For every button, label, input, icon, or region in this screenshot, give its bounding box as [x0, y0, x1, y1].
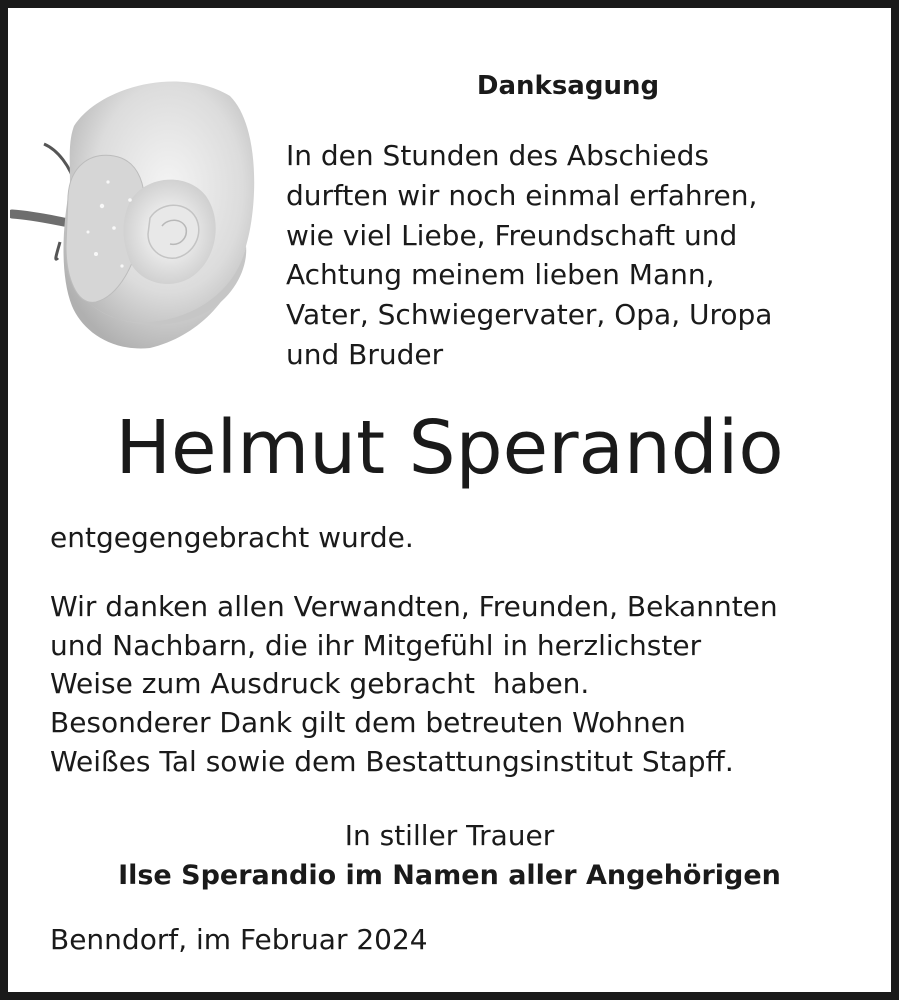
intro-line: wie viel Liebe, Freundschaft und	[286, 218, 738, 252]
thanks-line: Wir danken allen Verwandten, Freunden, Bekannten	[50, 590, 778, 623]
place-date: Benndorf, im Februar 2024	[50, 923, 428, 956]
intro-line: und Bruder	[286, 337, 444, 371]
intro-line: In den Stunden des Abschieds	[286, 139, 709, 172]
thanks-line: und Nachbarn, die ihr Mitgefühl in herzlichster	[50, 628, 702, 662]
intro-line: durften wir noch einmal erfahren,	[286, 178, 758, 212]
thanks-text	[50, 588, 880, 782]
signatory: Ilse Sperandio im Namen aller Angehörigen	[118, 860, 781, 891]
thanks-line: Weißes Tal sowie dem Bestattungsinstitut Stapff.	[50, 744, 734, 778]
after-name-text: entgegengebracht wurde.	[50, 521, 414, 554]
thanks-line: Weise zum Ausdruck gebracht haben.	[50, 667, 590, 701]
heading: Danksagung	[476, 71, 660, 101]
thanks-line: Besonderer Dank gilt dem betreuten Wohnen	[50, 706, 686, 740]
mourning-line: In stiller Trauer	[344, 819, 555, 852]
deceased-name: Helmut Sperandio	[115, 405, 784, 491]
intro-line: Achtung meinem lieben Mann,	[286, 258, 715, 292]
intro-text	[286, 136, 866, 375]
intro-line: Vater, Schwiegervater, Opa, Uropa	[286, 298, 773, 332]
rose-icon	[10, 66, 260, 356]
